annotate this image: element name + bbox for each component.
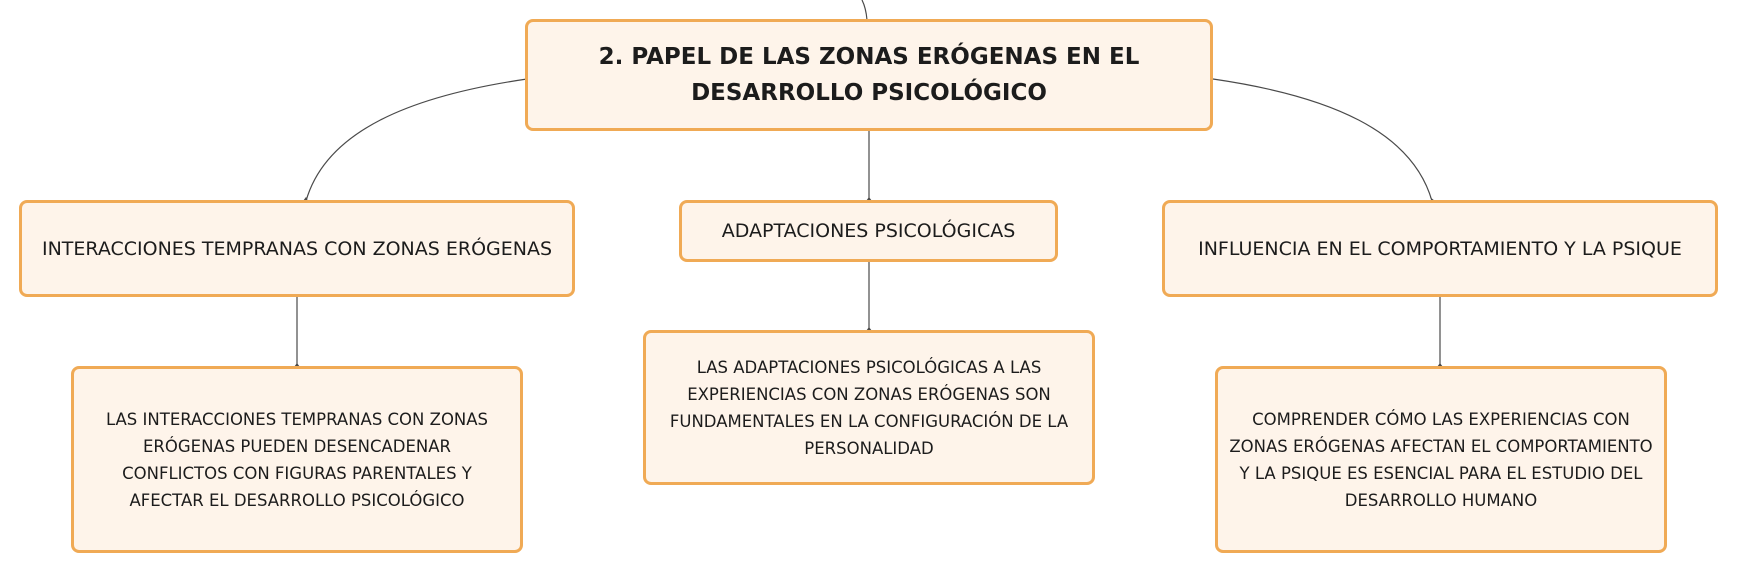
detail-node-psychological-adaptations[interactable]: [643, 330, 1095, 485]
connector-parent-to-root: [862, 0, 867, 20]
root-label: 2. PAPEL DE LAS ZONAS ERÓGENAS EN EL DESARROLLO PSICOLÓGICO: [598, 44, 1140, 106]
connector-root-to-branch-1: [306, 79, 527, 201]
branch-label: ADAPTACIONES PSICOLÓGICAS: [721, 220, 1016, 242]
detail-node-early-interactions[interactable]: [71, 366, 523, 553]
detail-node-behavior-influence[interactable]: [1215, 366, 1667, 553]
detail-text: LAS INTERACCIONES TEMPRANAS CON ZONAS ERÓGENAS PUEDEN DESENCADENAR CONFLICTOS CON FIGURAS PARENTALES Y AFECTAR EL DESARROLLO PSICOLÓGICO: [105, 409, 489, 510]
branch-node-psychological-adaptations[interactable]: [679, 200, 1058, 262]
branch-node-behavior-influence[interactable]: [1162, 200, 1718, 297]
detail-text: LAS ADAPTACIONES PSICOLÓGICAS A LAS EXPERIENCIAS CON ZONAS ERÓGENAS SON FUNDAMENTALES EN LA CONFIGURACIÓN DE LA PERSONALIDAD: [669, 357, 1069, 458]
detail-text: COMPRENDER CÓMO LAS EXPERIENCIAS CON ZONAS ERÓGENAS AFECTAN EL COMPORTAMIENTO Y LA PSIQUE ES ESENCIAL PARA EL ESTUDIO DEL DESARROLLO HUMANO: [1229, 409, 1653, 510]
branch-label: INFLUENCIA EN EL COMPORTAMIENTO Y LA PSIQUE: [1198, 237, 1682, 260]
root-node[interactable]: [525, 19, 1213, 131]
branch-node-early-interactions[interactable]: [19, 200, 575, 297]
connector-root-to-branch-3: [1213, 79, 1432, 201]
branch-label: INTERACCIONES TEMPRANAS CON ZONAS ERÓGENAS: [41, 237, 553, 260]
